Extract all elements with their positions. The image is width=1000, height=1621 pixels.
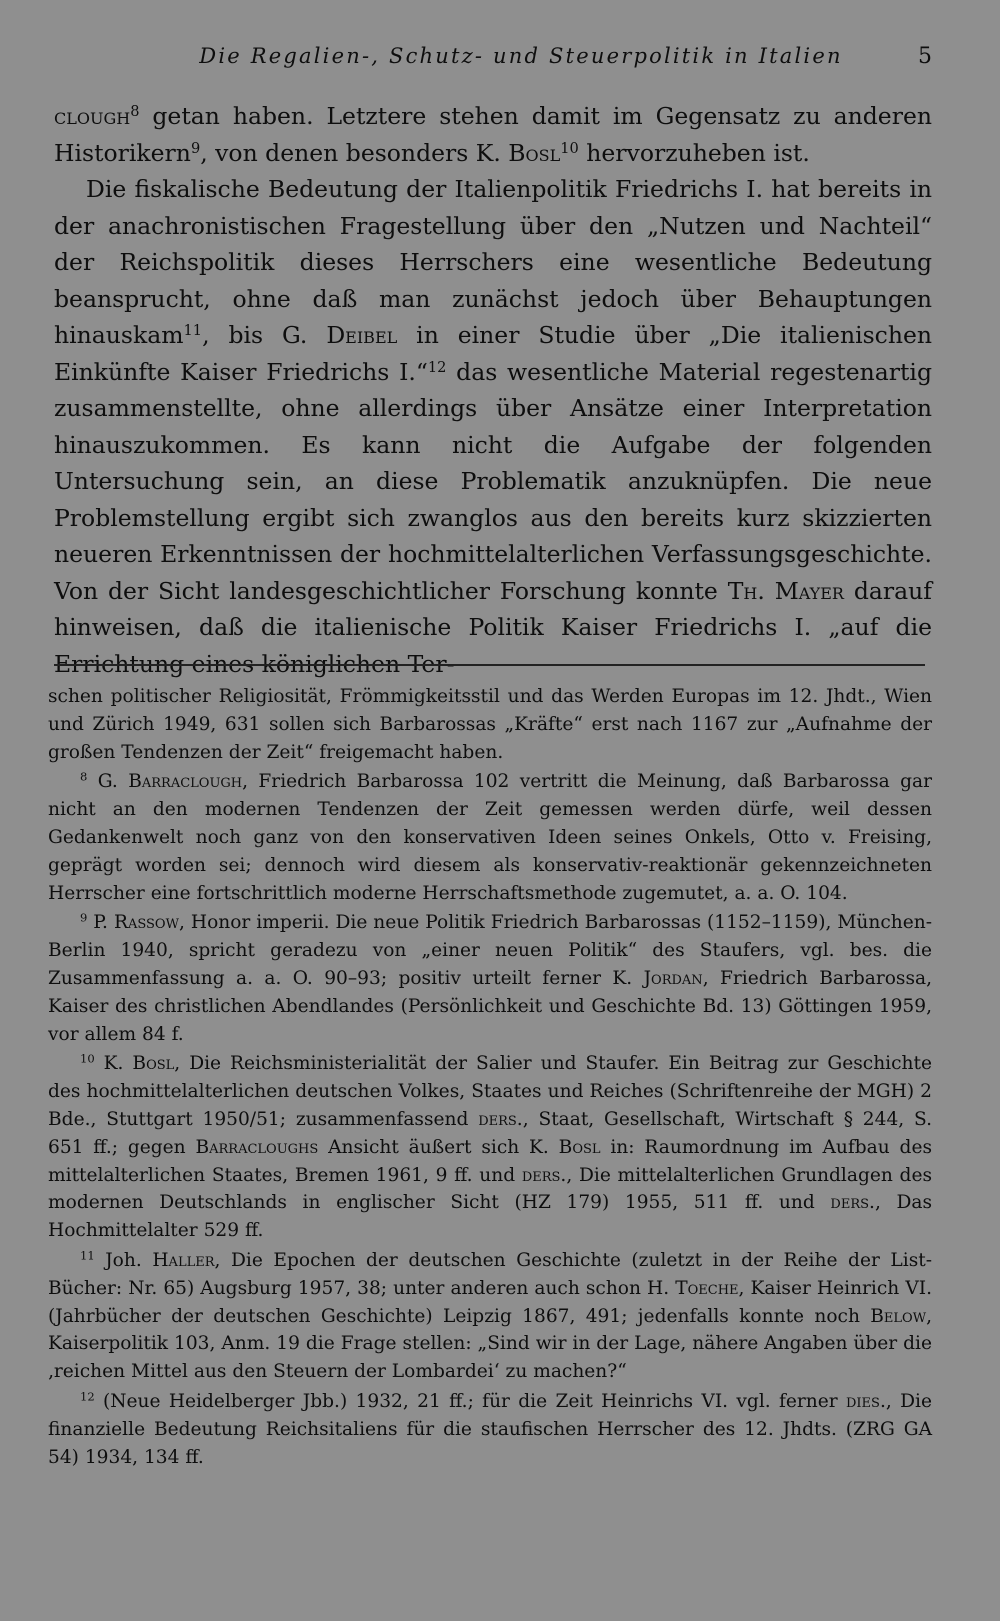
text-run: , Friedrich Barbarossa, Kaiser des christlichen Abendlandes (Persönlichkeit und Geschichte Bd. 13) Göttingen 1959, vor allem 84 f. <box>48 967 932 1045</box>
author-name: Th. Mayer <box>727 576 844 605</box>
text-run: , Kaiserpolitik 103, Anm. 19 die Frage stellen: „Sind wir in der Lage, nähere Angaben über die ‚reichen Mittel aus den Steuern der Lombardei‘ zu machen?“ <box>48 1305 932 1383</box>
text-run: , Kaiser Heinrich VI. (Jahrbücher der deutschen Geschichte) Leipzig 1867, 491; jedenfalls konnte noch <box>48 1277 933 1327</box>
page-header <box>54 44 932 78</box>
author-name: Bosl <box>558 1136 601 1158</box>
footnote-10 <box>48 1050 932 1245</box>
author-name: clough <box>54 102 131 130</box>
text-run: Die fiskalische Bedeutung der Italienpolitik Friedrichs I. hat bereits in der anachronistischen Fragestellung über den „Nutzen und Nachteil“ der Reichspolitik dieses Herrschers eine wesentliche Bedeutung beansprucht, ohne daß man zunächst jedoch über Behauptungen hinauskam <box>54 175 932 349</box>
author-name: Haller <box>152 1249 215 1271</box>
text-run: , Friedrich Barbarossa 102 vertritt die Meinung, daß Barbarossa gar nicht an den modernen Tendenzen der Zeit gemessen werden dürfe, weil dessen Gedankenwelt noch ganz von den konservativen Ideen seines Onkels, Otto v. Freising, geprägt worden sei; dennoch wird diesem als konservativ-reaktionär gekennzeichneten Herrscher eine fortschrittlich moderne Herrschaftsmethode zugemutet, a. a. O. 104. <box>48 771 933 904</box>
text-run: (Neue Heidelberger Jbb.) 1932, 21 ff.; für die Zeit Heinrichs VI. vgl. ferner <box>94 1390 846 1412</box>
text-run: , bis G. <box>202 321 327 349</box>
text-run: Joh. <box>94 1249 153 1271</box>
footnote-12 <box>48 1388 932 1471</box>
author-name: ders. <box>521 1164 567 1186</box>
text-run: Ansicht äußert sich K. <box>318 1136 559 1158</box>
footnote-ref: 12 <box>427 358 447 376</box>
author-name: Deibel <box>326 321 398 349</box>
text-run: getan haben. Letztere stehen damit im Gegensatz zu anderen Historikern <box>54 102 932 167</box>
main-text <box>54 98 932 682</box>
author-name: Rassow <box>113 912 179 934</box>
footnote-8 <box>48 768 932 907</box>
footnote-9 <box>48 909 932 1048</box>
text-run: , von denen besonders K. <box>200 138 509 167</box>
text-run: , Die Reichsministerialität der Salier und Staufer. Ein Beitrag zur Geschichte des hochmittelalterlichen deutschen Volkes, Staates und Reiches (Schriftenreihe der MGH) 2 Bde., Stuttgart 1950/51; zusammenfassend <box>48 1053 932 1130</box>
text-run: G. <box>87 771 129 793</box>
footnote-number: 10 <box>80 1052 95 1067</box>
author-name: Toeche <box>675 1277 739 1299</box>
running-title: Die Regalien-, Schutz- und Steuerpolitik in Italien <box>199 44 843 68</box>
text-run: , Die finanzielle Bedeutung Reichsitaliens für die staufischen Herrscher des 12. Jhdts. (ZRG GA 54) 1934, 134 ff. <box>48 1390 932 1468</box>
text-run: , Staat, Gesellschaft, Wirtschaft § 244, S. 651 ff.; gegen <box>48 1108 933 1158</box>
footnote-number: 12 <box>80 1389 95 1404</box>
text-run: das wesentliche Material regestenartig zusammenstellte, ohne allerdings über Ansätze einer Interpretation hinauszukommen. Es kann nicht die Aufgabe der folgenden Untersuchung sein, an diese Problematik anzuknüpfen. Die neue Problemstellung ergibt sich zwanglos aus den bereits kurz skizzierten neueren Erkenntnissen der hochmittelalterlichen Verfassungsgeschichte. Von der Sicht landesgeschichtlicher Forschung konnte <box>54 357 932 605</box>
text-run: K. <box>94 1053 133 1075</box>
text-run: in einer Studie über „Die italienischen Einkünfte Kaiser Friedrichs I.“ <box>54 321 933 386</box>
author-name: Barracloughs <box>195 1136 319 1158</box>
paragraph-1 <box>54 98 932 171</box>
author-name: dies. <box>846 1390 886 1412</box>
author-name: Jordan <box>643 967 703 989</box>
page-number: 5 <box>918 44 932 69</box>
footnote-number: 9 <box>80 911 88 926</box>
text-run: , Das Hochmittelalter 529 ff. <box>48 1192 933 1242</box>
author-name: Bosl <box>508 138 561 167</box>
footnote-ref: 9 <box>190 139 201 157</box>
text-run: , Honor imperii. Die neue Politik Friedrich Barbarossas (1152–1159), München-Berlin 1940, spricht geradezu von „einer neuen Politik“ des Staufers, vgl. bes. die Zusammenfassung a. a. O. 90–93; positiv urteilt ferner K. <box>48 912 932 989</box>
footnote-divider <box>54 664 925 666</box>
footnotes <box>48 683 932 1471</box>
footnote-11 <box>48 1247 932 1386</box>
footnote-number: 8 <box>80 770 88 785</box>
text-run: in: Raumordnung im Aufbau des mittelalterlichen Staates, Bremen 1961, 9 ff. und <box>48 1136 933 1186</box>
text-run: , Die Epochen der deutschen Geschichte (zuletzt in der Reihe der List-Bücher: Nr. 65) Augsburg 1957, 38; unter anderen auch schon H. <box>48 1249 932 1299</box>
footnote-ref: 8 <box>130 103 140 120</box>
footnote-number: 11 <box>80 1248 95 1263</box>
author-name: Bosl <box>132 1053 175 1075</box>
paragraph-2 <box>54 171 932 682</box>
author-name: Below <box>870 1305 927 1327</box>
footnote-continuation: schen politischer Religiosität, Frömmigkeitsstil und das Werden Europas im 12. Jhdt., Wien und Zürich 1949, 631 sollen sich Barbarossas „Kräfte“ erst nach 1167 zur „Aufnahme der großen Tendenzen der Zeit“ freigemacht haben. <box>48 686 932 763</box>
text-run: darauf hinweisen, daß die italienische Politik Kaiser Friedrichs I. „auf die Errichtung eines königlichen Ter- <box>54 576 932 678</box>
author-name: ders. <box>830 1192 875 1214</box>
footnote-ref: 11 <box>183 322 203 339</box>
text-run: , Die mittelalterlichen Grundlagen des modernen Deutschlands in englischer Sicht (HZ 179) 1955, 511 ff. und <box>48 1164 932 1214</box>
text-run: P. <box>87 912 114 934</box>
author-name: Barraclough <box>128 771 243 793</box>
author-name: ders. <box>478 1108 523 1130</box>
footnote-ref: 10 <box>560 139 579 157</box>
text-run: hervorzuheben ist. <box>578 138 810 167</box>
